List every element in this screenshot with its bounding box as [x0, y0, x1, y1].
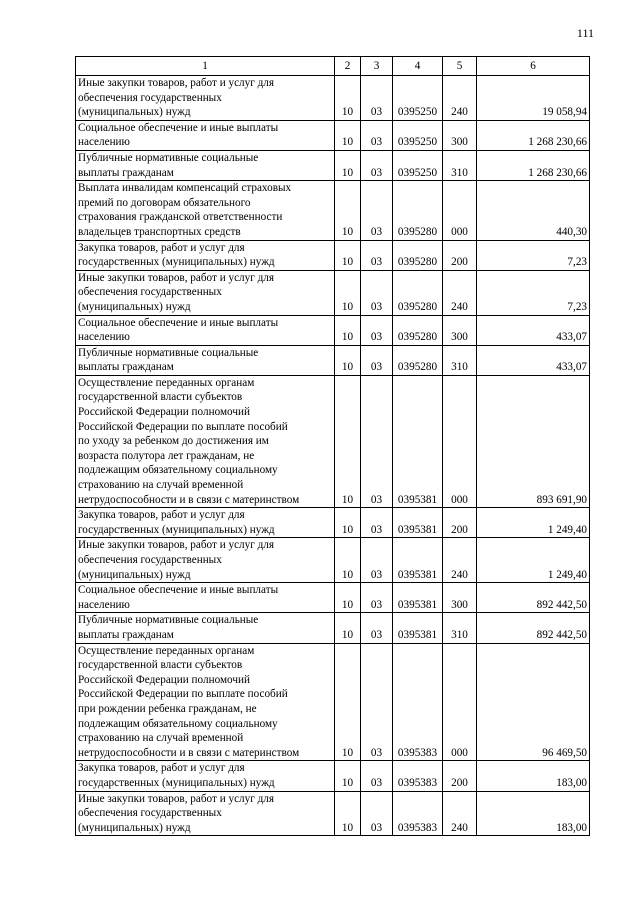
row-name-cell: Публичные нормативные социальные выплаты гражданам	[76, 150, 335, 180]
subsection-code-cell: 03	[361, 791, 393, 836]
amount-cell: 892 442,50	[477, 583, 590, 613]
subsection-code-cell: 03	[361, 76, 393, 121]
target-article-cell: 0395250	[393, 76, 443, 121]
expense-type-cell: 000	[443, 643, 477, 761]
amount-cell: 7,23	[477, 240, 590, 270]
section-code-cell: 10	[335, 538, 361, 583]
row-name-cell: Закупка товаров, работ и услуг для государственных (муниципальных) нужд	[76, 508, 335, 538]
amount-cell: 1 268 230,66	[477, 150, 590, 180]
amount-cell: 19 058,94	[477, 76, 590, 121]
target-article-cell: 0395381	[393, 538, 443, 583]
column-header: 3	[361, 57, 393, 76]
section-code-cell: 10	[335, 150, 361, 180]
expense-type-cell: 300	[443, 120, 477, 150]
expense-type-cell: 200	[443, 240, 477, 270]
amount-cell: 7,23	[477, 270, 590, 315]
subsection-code-cell: 03	[361, 150, 393, 180]
page-number: 111	[576, 26, 594, 40]
expense-type-cell: 240	[443, 76, 477, 121]
target-article-cell: 0395381	[393, 613, 443, 643]
row-name-cell: Закупка товаров, работ и услуг для государственных (муниципальных) нужд	[76, 240, 335, 270]
table-row	[76, 375, 590, 507]
target-article-cell: 0395381	[393, 508, 443, 538]
subsection-code-cell: 03	[361, 345, 393, 375]
subsection-code-cell: 03	[361, 583, 393, 613]
target-article-cell: 0395250	[393, 150, 443, 180]
table-row	[76, 315, 590, 345]
subsection-code-cell: 03	[361, 240, 393, 270]
target-article-cell: 0395383	[393, 791, 443, 836]
row-name-cell: Закупка товаров, работ и услуг для государственных (муниципальных) нужд	[76, 761, 335, 791]
section-code-cell: 10	[335, 76, 361, 121]
section-code-cell: 10	[335, 181, 361, 240]
amount-cell: 183,00	[477, 791, 590, 836]
section-code-cell: 10	[335, 315, 361, 345]
row-name-cell: Осуществление переданных органам государственной власти субъектов Российской Федерации полномочий Российской Федерации по выплате пособий при рождении ребенка гражданам, не подлежащим обязательному социальному страхованию на случай временной нетрудоспособности и в связи с материнством	[76, 643, 335, 761]
target-article-cell: 0395280	[393, 240, 443, 270]
amount-cell: 893 691,90	[477, 375, 590, 507]
table-body	[76, 76, 590, 836]
section-code-cell: 10	[335, 345, 361, 375]
target-article-cell: 0395280	[393, 345, 443, 375]
table-row	[76, 761, 590, 791]
row-name-cell: Публичные нормативные социальные выплаты гражданам	[76, 613, 335, 643]
target-article-cell: 0395383	[393, 643, 443, 761]
subsection-code-cell: 03	[361, 613, 393, 643]
expense-type-cell: 240	[443, 791, 477, 836]
table-row	[76, 538, 590, 583]
row-name-cell: Иные закупки товаров, работ и услуг для обеспечения государственных (муниципальных) нужд	[76, 76, 335, 121]
row-name-cell: Иные закупки товаров, работ и услуг для обеспечения государственных (муниципальных) нужд	[76, 538, 335, 583]
subsection-code-cell: 03	[361, 761, 393, 791]
amount-cell: 1 249,40	[477, 538, 590, 583]
row-name-cell: Иные закупки товаров, работ и услуг для обеспечения государственных (муниципальных) нужд	[76, 791, 335, 836]
row-name-cell: Выплата инвалидам компенсаций страховых премий по договорам обязательного страхования гражданской ответственности владельцев транспортных средств	[76, 181, 335, 240]
subsection-code-cell: 03	[361, 315, 393, 345]
amount-cell: 892 442,50	[477, 613, 590, 643]
table-row	[76, 76, 590, 121]
section-code-cell: 10	[335, 508, 361, 538]
table-row	[76, 120, 590, 150]
table-row	[76, 345, 590, 375]
budget-table	[75, 56, 590, 836]
section-code-cell: 10	[335, 613, 361, 643]
section-code-cell: 10	[335, 643, 361, 761]
subsection-code-cell: 03	[361, 375, 393, 507]
amount-cell: 96 469,50	[477, 643, 590, 761]
target-article-cell: 0395280	[393, 270, 443, 315]
section-code-cell: 10	[335, 791, 361, 836]
section-code-cell: 10	[335, 270, 361, 315]
amount-cell: 440,30	[477, 181, 590, 240]
row-name-cell: Публичные нормативные социальные выплаты гражданам	[76, 345, 335, 375]
expense-type-cell: 300	[443, 583, 477, 613]
row-name-cell: Осуществление переданных органам государственной власти субъектов Российской Федерации полномочий Российской Федерации по выплате пособий по уходу за ребенком до достижения им возраста полутора лет гражданам, не подлежащим обязательному социальному страхованию на случай временной нетрудоспособности и в связи с материнством	[76, 375, 335, 507]
amount-cell: 1 249,40	[477, 508, 590, 538]
expense-type-cell: 240	[443, 538, 477, 583]
table-row	[76, 150, 590, 180]
table-row	[76, 181, 590, 240]
column-header: 1	[76, 57, 335, 76]
section-code-cell: 10	[335, 761, 361, 791]
row-name-cell: Социальное обеспечение и иные выплаты населению	[76, 583, 335, 613]
amount-cell: 1 268 230,66	[477, 120, 590, 150]
subsection-code-cell: 03	[361, 270, 393, 315]
amount-cell: 433,07	[477, 345, 590, 375]
column-header: 6	[477, 57, 590, 76]
expense-type-cell: 000	[443, 375, 477, 507]
column-header: 5	[443, 57, 477, 76]
subsection-code-cell: 03	[361, 508, 393, 538]
row-name-cell: Социальное обеспечение и иные выплаты населению	[76, 315, 335, 345]
expense-type-cell: 300	[443, 315, 477, 345]
table-row	[76, 791, 590, 836]
subsection-code-cell: 03	[361, 120, 393, 150]
section-code-cell: 10	[335, 240, 361, 270]
table-row	[76, 240, 590, 270]
table-header-row	[76, 57, 590, 76]
expense-type-cell: 200	[443, 761, 477, 791]
amount-cell: 183,00	[477, 761, 590, 791]
row-name-cell: Иные закупки товаров, работ и услуг для обеспечения государственных (муниципальных) нужд	[76, 270, 335, 315]
table-row	[76, 613, 590, 643]
section-code-cell: 10	[335, 120, 361, 150]
column-header: 2	[335, 57, 361, 76]
table-row	[76, 508, 590, 538]
row-name-cell: Социальное обеспечение и иные выплаты населению	[76, 120, 335, 150]
subsection-code-cell: 03	[361, 538, 393, 583]
target-article-cell: 0395383	[393, 761, 443, 791]
table-row	[76, 583, 590, 613]
expense-type-cell: 240	[443, 270, 477, 315]
subsection-code-cell: 03	[361, 181, 393, 240]
expense-type-cell: 310	[443, 345, 477, 375]
section-code-cell: 10	[335, 583, 361, 613]
expense-type-cell: 000	[443, 181, 477, 240]
target-article-cell: 0395381	[393, 375, 443, 507]
expense-type-cell: 310	[443, 613, 477, 643]
table-row	[76, 643, 590, 761]
section-code-cell: 10	[335, 375, 361, 507]
column-header: 4	[393, 57, 443, 76]
expense-type-cell: 310	[443, 150, 477, 180]
target-article-cell: 0395280	[393, 315, 443, 345]
subsection-code-cell: 03	[361, 643, 393, 761]
expense-type-cell: 200	[443, 508, 477, 538]
amount-cell: 433,07	[477, 315, 590, 345]
table-row	[76, 270, 590, 315]
target-article-cell: 0395280	[393, 181, 443, 240]
target-article-cell: 0395250	[393, 120, 443, 150]
target-article-cell: 0395381	[393, 583, 443, 613]
